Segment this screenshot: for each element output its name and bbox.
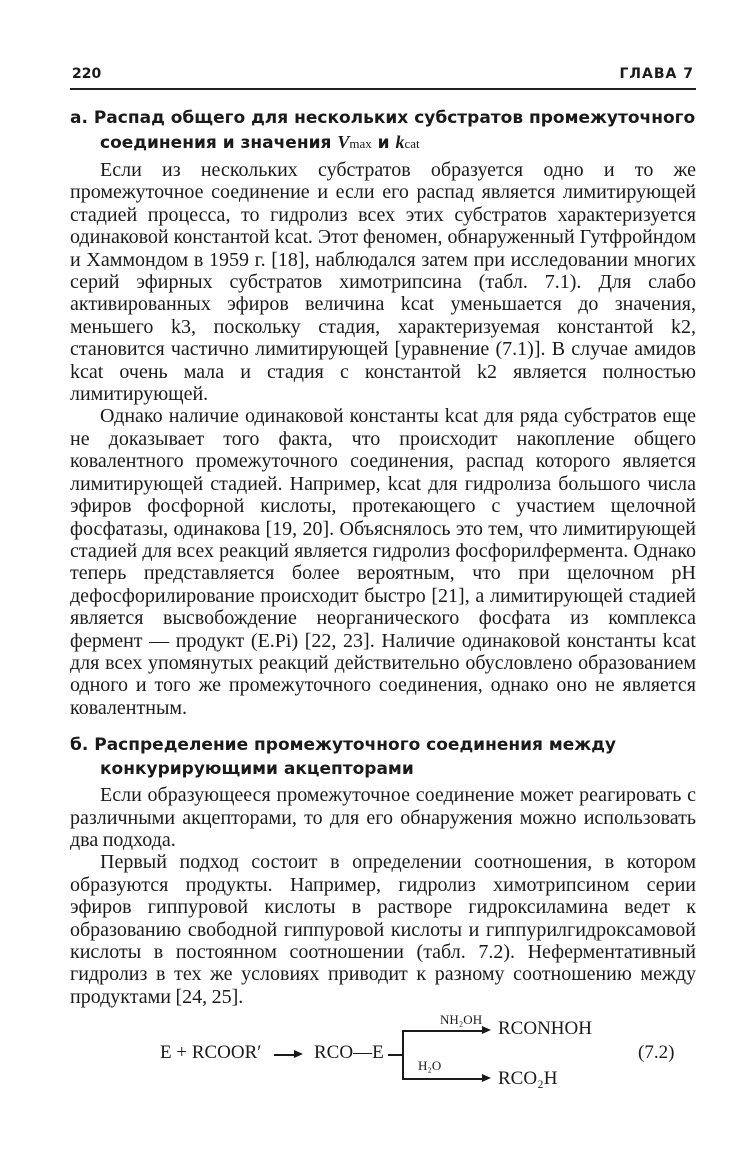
arrow-1-head xyxy=(294,1050,303,1058)
section-b-paragraph-2: Первый подход состоит в определении соотношения, в котором образуются продукты. Например, гидролиз химотрипсином серии эфиров гиппуровой кислоты в растворе гидроксиламина ведет к образованию свободной гиппуровой кислоты и гиппурилгидроксамовой кислоты в постоянном соотношении (табл. 7.2). Неферментативный гидролиз в тех же условиях приводит к разному соотношению между продуктами [24, 25]. xyxy=(70,851,696,1008)
section-b-heading: б. Распределение промежуточного соединения между конкурирующими акцепторами xyxy=(70,735,617,780)
upper-product: RCONHOH xyxy=(498,1018,592,1040)
chapter-title: ГЛАВА 7 xyxy=(619,66,694,82)
section-a-heading xyxy=(70,106,696,156)
upper-reagent: NH₂OH xyxy=(440,1012,483,1028)
branch-vertical xyxy=(402,1030,404,1078)
section-b-paragraph-1: Если образующееся промежуточное соединение может реагировать с различными акцепторами, то для его обнаружения можно использовать два подхода. xyxy=(70,784,696,851)
vmax-symbol: V xyxy=(337,132,350,152)
arrow-1-line xyxy=(274,1054,296,1056)
equation-intermediate: RCO—E xyxy=(314,1042,384,1064)
vmax-subscript: max xyxy=(349,136,372,151)
page-number: 220 xyxy=(72,66,102,82)
kcat-subscript: cat xyxy=(404,136,420,151)
equation-number: (7.2) xyxy=(638,1042,675,1064)
lower-branch-arrow-line xyxy=(402,1078,484,1080)
lower-product: RCO₂H xyxy=(498,1068,558,1090)
reaction-equation xyxy=(70,1014,696,1094)
branch-connector xyxy=(388,1054,402,1056)
section-a-paragraph-1: Если из нескольких субстратов образуется одно и то же промежуточное соединение и если его распад является лимитирующей стадией процесса, то гидролиз всех этих субстратов характеризуется одинаковой константой kcat. Этот феномен, обнаруженный Гутфройндом и Хаммондом в 1959 г. [18], наблюдался затем при исследовании многих серий эфирных субстратов химотрипсина (табл. 7.1). Для слабо активированных эфиров величина kcat уменьшается до значения, меньшего k3, поскольку стадия, характеризуемая константой k2, становится частично лимитирующей [уравнение (7.1)]. В случае амидов kcat очень мала и стадия с константой k2 является полностью лимитирующей. xyxy=(70,159,696,406)
lower-branch-arrowhead xyxy=(482,1074,491,1082)
upper-branch-arrow-line xyxy=(402,1030,484,1032)
section-a-title-text: а. Распад общего для нескольких субстратов промежуточного соединения и значения xyxy=(70,108,696,153)
equation-reactants: E + RCOOR′ xyxy=(160,1042,262,1064)
section-a-paragraph-2: Однако наличие одинаковой константы kcat для ряда субстратов еще не доказывает того факта, что происходит накопление общего ковалентного промежуточного соединения, распад которого является лимитирующей стадией. Например, kcat для гидролиза большого числа эфиров фосфорной кислоты, протекающего с участием щелочной фосфатазы, одинакова [19, 20]. Объяснялось это тем, что лимитирующей стадией для всех реакций является гидролиз фосфорилфермента. Однако теперь представляется более вероятным, что при щелочном pH дефосфорилирование происходит быстро [21], а лимитирующей стадией является высвобождение неорганического фосфата из комплекса фермент — продукт (E.Pi) [22, 23]. Наличие одинаковой константы kcat для всех упомянутых реакций действительно обусловлено образованием одного и того же промежуточного соединения, однако оно не является ковалентным. xyxy=(70,405,696,719)
page-content xyxy=(70,106,696,1094)
lower-reagent: H₂O xyxy=(418,1058,442,1074)
page-header xyxy=(70,64,696,90)
kcat-symbol: k xyxy=(395,132,405,152)
upper-branch-arrowhead xyxy=(482,1026,491,1034)
title-conjunction: и xyxy=(371,133,396,153)
